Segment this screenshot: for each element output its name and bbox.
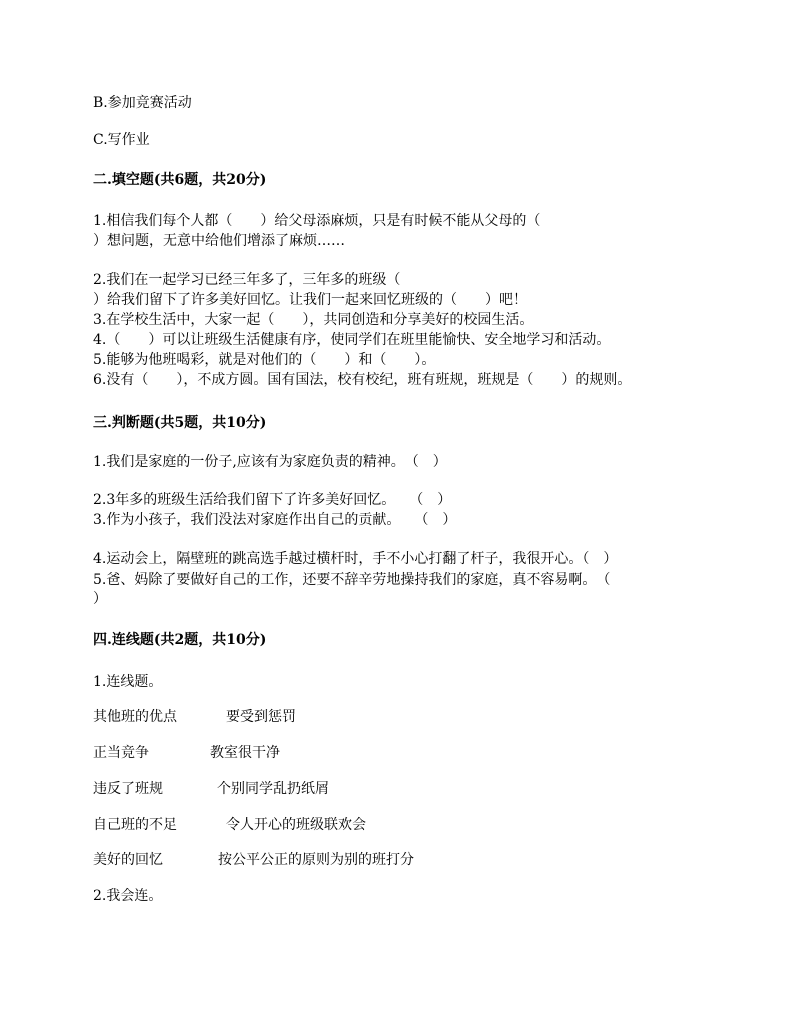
section3-heading: 三.判断题(共5题，共10分)	[93, 415, 267, 431]
fill-q6: 6.没有（ ），不成方圆。国有国法，校有校纪，班有班规，班规是（ ）的规则。	[93, 372, 632, 388]
fill-q2-line2: ）给我们留下了许多美好回忆。让我们一起来回忆班级的（ ）吧！	[93, 292, 527, 308]
match-q1: 1.连线题。	[93, 674, 163, 690]
match-right-1: 要受到惩罚	[226, 709, 296, 725]
match-right-5: 按公平公正的原则为别的班打分	[218, 852, 414, 868]
match-right-3: 个别同学乱扔纸屑	[217, 781, 329, 797]
match-left-2: 正当竞争	[93, 745, 149, 761]
choice-option-c: C.写作业	[93, 132, 150, 148]
judge-q5-line2: ）	[93, 591, 107, 607]
fill-q2-line1: 2.我们在一起学习已经三年多了，三年多的班级（	[93, 272, 401, 288]
choice-option-b: B.参加竞赛活动	[93, 95, 192, 111]
judge-q2: 2.3年多的班级生活给我们留下了许多美好回忆。 （ ）	[93, 492, 452, 508]
fill-q1-line2: ）想问题，无意中给他们增添了麻烦……	[93, 233, 345, 249]
judge-q5-line1: 5.爸、妈除了要做好自己的工作，还要不辞辛劳地操持我们的家庭，真不容易啊。 （	[93, 572, 611, 588]
match-left-5: 美好的回忆	[93, 852, 163, 868]
judge-q3: 3.作为小孩子，我们没法对家庭作出自己的贡献。 （ ）	[93, 512, 457, 528]
fill-q3: 3.在学校生活中，大家一起（ ），共同创造和分享美好的校园生活。	[93, 312, 534, 328]
match-left-4: 自己班的不足	[93, 817, 177, 833]
judge-q4: 4.运动会上，隔壁班的跳高选手越过横杆时，手不小心打翻了杆子，我很开心。（ ）	[93, 551, 618, 567]
match-left-1: 其他班的优点	[93, 709, 177, 725]
fill-q4: 4.（ ）可以让班级生活健康有序，使同学们在班里能愉快、安全地学习和活动。	[93, 332, 611, 348]
match-left-3: 违反了班规	[93, 781, 163, 797]
match-right-2: 教室很干净	[210, 745, 280, 761]
fill-q1-line1: 1.相信我们每个人都（ ）给父母添麻烦，只是有时候不能从父母的（	[93, 213, 541, 229]
section2-heading: 二.填空题(共6题，共20分)	[93, 172, 267, 188]
match-right-4: 令人开心的班级联欢会	[226, 817, 366, 833]
section4-heading: 四.连线题(共2题，共10分)	[93, 632, 267, 648]
match-q2: 2.我会连。	[93, 888, 163, 904]
fill-q5: 5.能够为他班喝彩，就是对他们的（ ）和（ ）。	[93, 352, 436, 368]
judge-q1: 1.我们是家庭的一份子,应该有为家庭负责的精神。 （ ）	[93, 454, 447, 470]
